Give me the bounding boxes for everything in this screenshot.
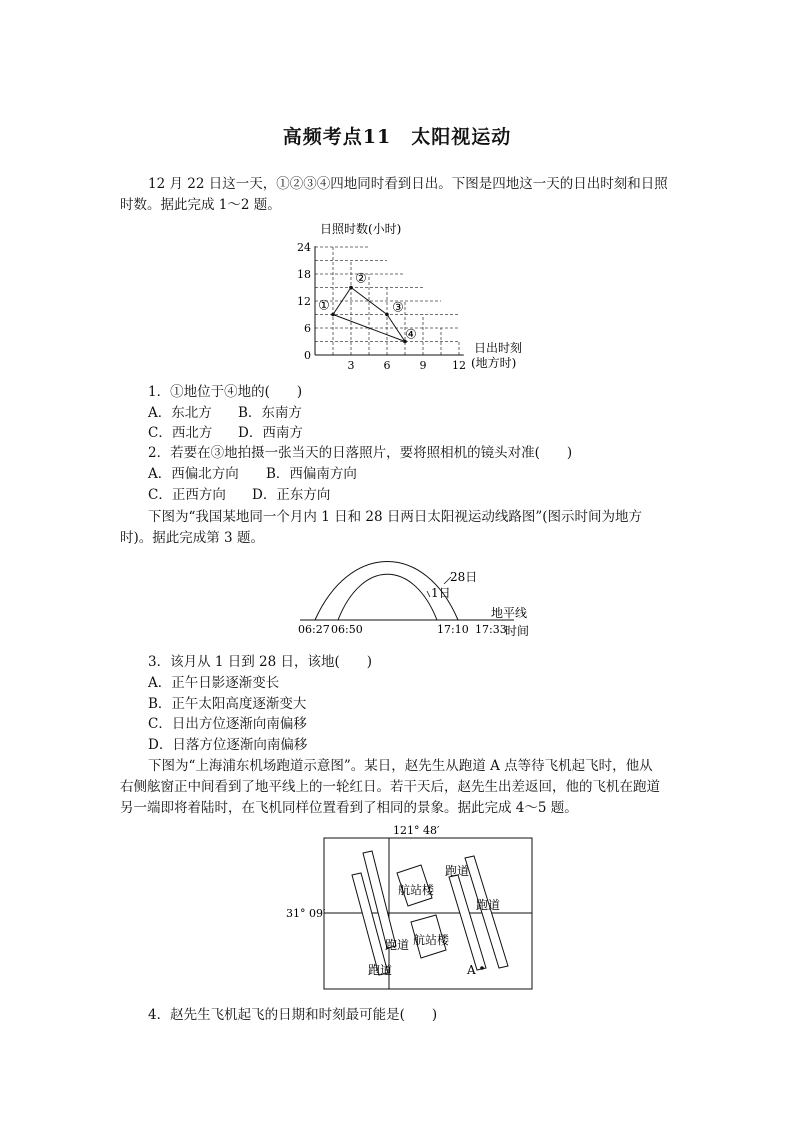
q2-option-d: D．正东方向 — [252, 487, 331, 503]
point-label: ① — [318, 298, 330, 314]
q1-stem: 1．①地位于④地的( ) — [148, 384, 303, 400]
label-1: 1日 — [431, 586, 451, 600]
intro-paragraph-3-line-1: 下图为“上海浦东机场跑道示意图”。某日，赵先生从跑道 A 点等待飞机起飞时，他从 — [148, 758, 653, 774]
intro-paragraph-2-line-1: 下图为“我国某地同一个月内 1 日和 28 日两日太阳视运动线路图”(图示时间为地方 — [148, 509, 643, 525]
q3-option-b: B．正午太阳高度逐渐变大 — [148, 696, 307, 712]
sun-path-diagram — [292, 553, 542, 643]
sun-path-1 — [338, 574, 437, 620]
time-1710: 17:10 — [437, 623, 469, 636]
runway-label-right-outer: 跑道 — [476, 898, 501, 912]
q2-stem: 2．若要在③地拍摄一张当天的日落照片，要将照相机的镜头对准( ) — [148, 445, 573, 461]
label-28: 28日 — [450, 570, 478, 584]
q1-option-c: C．西北方 — [148, 425, 213, 441]
runway-label-right-inner: 跑道 — [445, 864, 470, 878]
q1-option-a: A．东北方 — [148, 405, 212, 421]
point-label: ② — [355, 271, 367, 287]
sunrise-chart — [296, 218, 536, 376]
x-tick-label: 3 — [347, 359, 355, 372]
intro-paragraph-1-line-2: 时数。据此完成 1～2 题。 — [120, 197, 281, 213]
chart1-axes — [315, 246, 464, 355]
x-tick-label: 6 — [383, 359, 391, 372]
time-0650: 06:50 — [331, 623, 363, 636]
intro-paragraph-3-line-3: 另一端即将着陆时，在飞机同样位置看到了相同的景象。据此完成 4～5 题。 — [120, 800, 578, 816]
q2-option-a: A．西偏北方向 — [148, 466, 239, 482]
data-point — [331, 313, 335, 317]
chart1-grid — [315, 247, 459, 355]
point-label: ③ — [392, 300, 404, 316]
page-title: 高频考点11 太阳视运动 — [282, 126, 512, 148]
x-tick-label: 9 — [419, 359, 427, 372]
terminal-label-south: 航站楼 — [413, 933, 450, 947]
runway-label-left-inner: 跑道 — [385, 938, 410, 952]
time-label: 时间 — [505, 624, 530, 638]
horizon-label: 地平线 — [491, 606, 528, 620]
terminal-label-north: 航站楼 — [398, 883, 435, 897]
time-1733: 17:33 — [475, 623, 507, 636]
chart1-ylabel: 日照时数(小时) — [320, 222, 402, 236]
q3-option-c: C．日出方位逐渐向南偏移 — [148, 716, 307, 732]
latitude-label: 31° 09′ — [286, 907, 326, 920]
chart1-xticks — [348, 359, 467, 372]
y-tick-label: 12 — [297, 295, 311, 308]
x-tick-label: 12 — [452, 359, 466, 372]
data-point — [349, 286, 353, 290]
y-tick-label: 24 — [297, 241, 311, 254]
point-label: ④ — [405, 327, 417, 343]
y-tick-label: 6 — [304, 322, 311, 335]
chart1-xlabel-line-1: 日出时刻 — [474, 341, 523, 355]
q1-option-d: D．西南方 — [238, 425, 303, 441]
longitude-label: 121° 48′ — [393, 824, 440, 837]
point-a-label: A — [467, 963, 476, 977]
data-point — [385, 313, 389, 317]
intro-paragraph-2-line-2: 时)。据此完成第 3 题。 — [120, 530, 264, 546]
intro-paragraph-1-line-1: 12 月 22 日这一天，①②③④四地同时看到日出。下图是四地这一天的日出时刻和日照 — [148, 176, 668, 192]
time-0627: 06:27 — [298, 623, 330, 636]
point-a-marker — [480, 966, 484, 970]
q3-option-d: D．日落方位逐渐向南偏移 — [148, 737, 308, 753]
chart1-yticks — [297, 241, 311, 362]
y-tick-label: 0 — [304, 349, 311, 362]
q3-stem: 3．该月从 1 日到 28 日，该地( ) — [148, 654, 373, 670]
intro-paragraph-3-line-2: 右侧舷窗正中间看到了地平线上的一轮红日。若干天后，赵先生出差返回，他的飞机在跑道 — [120, 779, 660, 795]
airport-runway-map — [283, 822, 543, 994]
q3-option-a: A．正午日影逐渐变长 — [148, 675, 280, 691]
q1-option-b: B．东南方 — [238, 405, 302, 421]
chart1-xlabel-line-2: (地方时) — [471, 356, 517, 370]
q4-stem: 4．赵先生飞机起飞的日期和时刻最可能是( ) — [148, 1007, 438, 1023]
q2-option-b: B．西偏南方向 — [266, 466, 357, 482]
y-tick-label: 18 — [297, 268, 311, 281]
q2-option-c: C．正西方向 — [148, 487, 226, 503]
runway-label-left-outer: 跑道 — [368, 963, 393, 977]
